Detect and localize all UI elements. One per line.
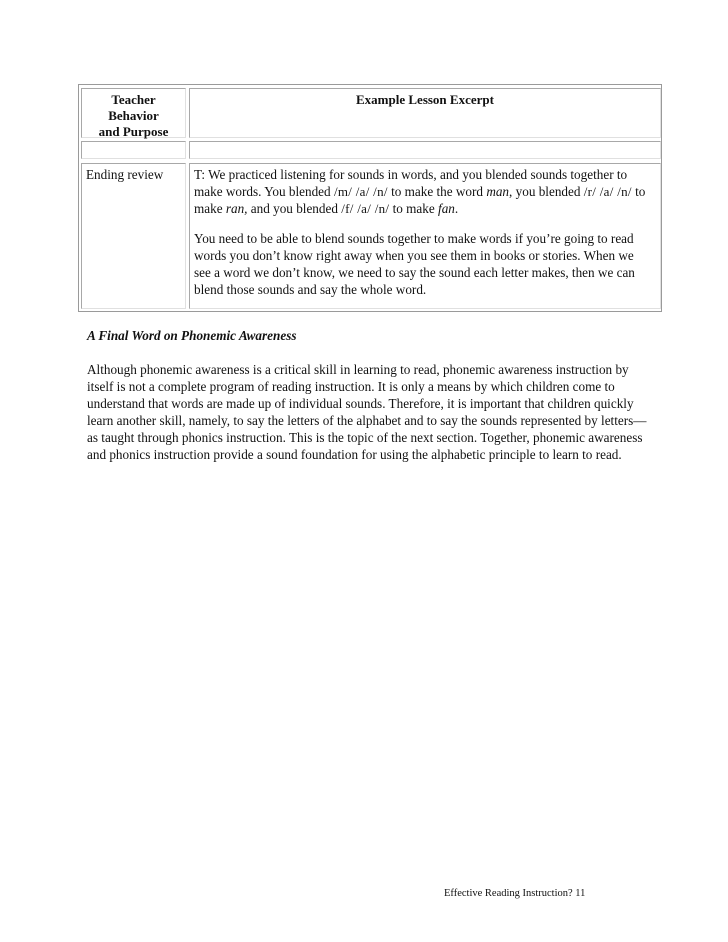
text-run: , you blended — [509, 184, 584, 199]
row-label-cell — [81, 163, 186, 309]
example-word: fan — [438, 201, 455, 216]
section-title: A Final Word on Phonemic Awareness — [87, 328, 297, 343]
header-line: Behavior — [108, 108, 159, 123]
phoneme-sequence: /m/ /a/ /n/ — [333, 184, 388, 199]
row-label: Ending review — [86, 167, 164, 182]
text-run: T: We practiced listening for sounds in words, and you blended sounds together to make words. You blended — [194, 167, 628, 199]
phoneme-sequence: /r/ /a/ /n/ — [583, 184, 632, 199]
header-line: Teacher — [111, 92, 156, 107]
phoneme-sequence: /f/ /a/ /n/ — [341, 201, 390, 216]
text-run: and you blended — [247, 201, 342, 216]
empty-cell — [189, 141, 661, 159]
lesson-paragraph-2: You need to be able to blend sounds together to make words if you’re going to read words you don’t know right away when you see them in books or stories. When we see a word we don’t know, we need to say the sound each letter makes, then we can blend those sounds and say the whole word. — [194, 231, 635, 297]
text-run: to make the word — [387, 184, 487, 199]
section-paragraph: Although phonemic awareness is a critical skill in learning to read, phonemic awareness instruction by itself is not a complete program of reading instruction. It is only a means by which children come to understand that words are made up of individual sounds. Therefore, it is important that children quickly learn another skill, namely, to say the letters of the alphabet and to say the sounds represented by letters—as taught through phonics instruction. This is the topic of the next section. Together, phonemic awareness and phonics instruction provide a sound foundation for using the alphabetic principle to learn to read. — [87, 362, 647, 462]
text-run: to make — [389, 201, 439, 216]
text-run: to make — [194, 184, 646, 216]
lesson-paragraph-1 — [194, 166, 652, 217]
example-word: ran, — [225, 201, 248, 216]
header-example-lesson-label: Example Lesson Excerpt — [356, 92, 494, 107]
header-line: and Purpose — [98, 124, 169, 139]
text-run: . — [454, 201, 459, 216]
empty-cell — [81, 141, 186, 159]
example-word: man — [486, 184, 510, 199]
lesson-excerpt-cell — [189, 163, 661, 309]
header-example-lesson — [189, 88, 661, 138]
header-teacher-behavior — [81, 88, 186, 138]
page-footer: Effective Reading Instruction? 11 — [444, 888, 586, 899]
lesson-table — [78, 84, 662, 312]
